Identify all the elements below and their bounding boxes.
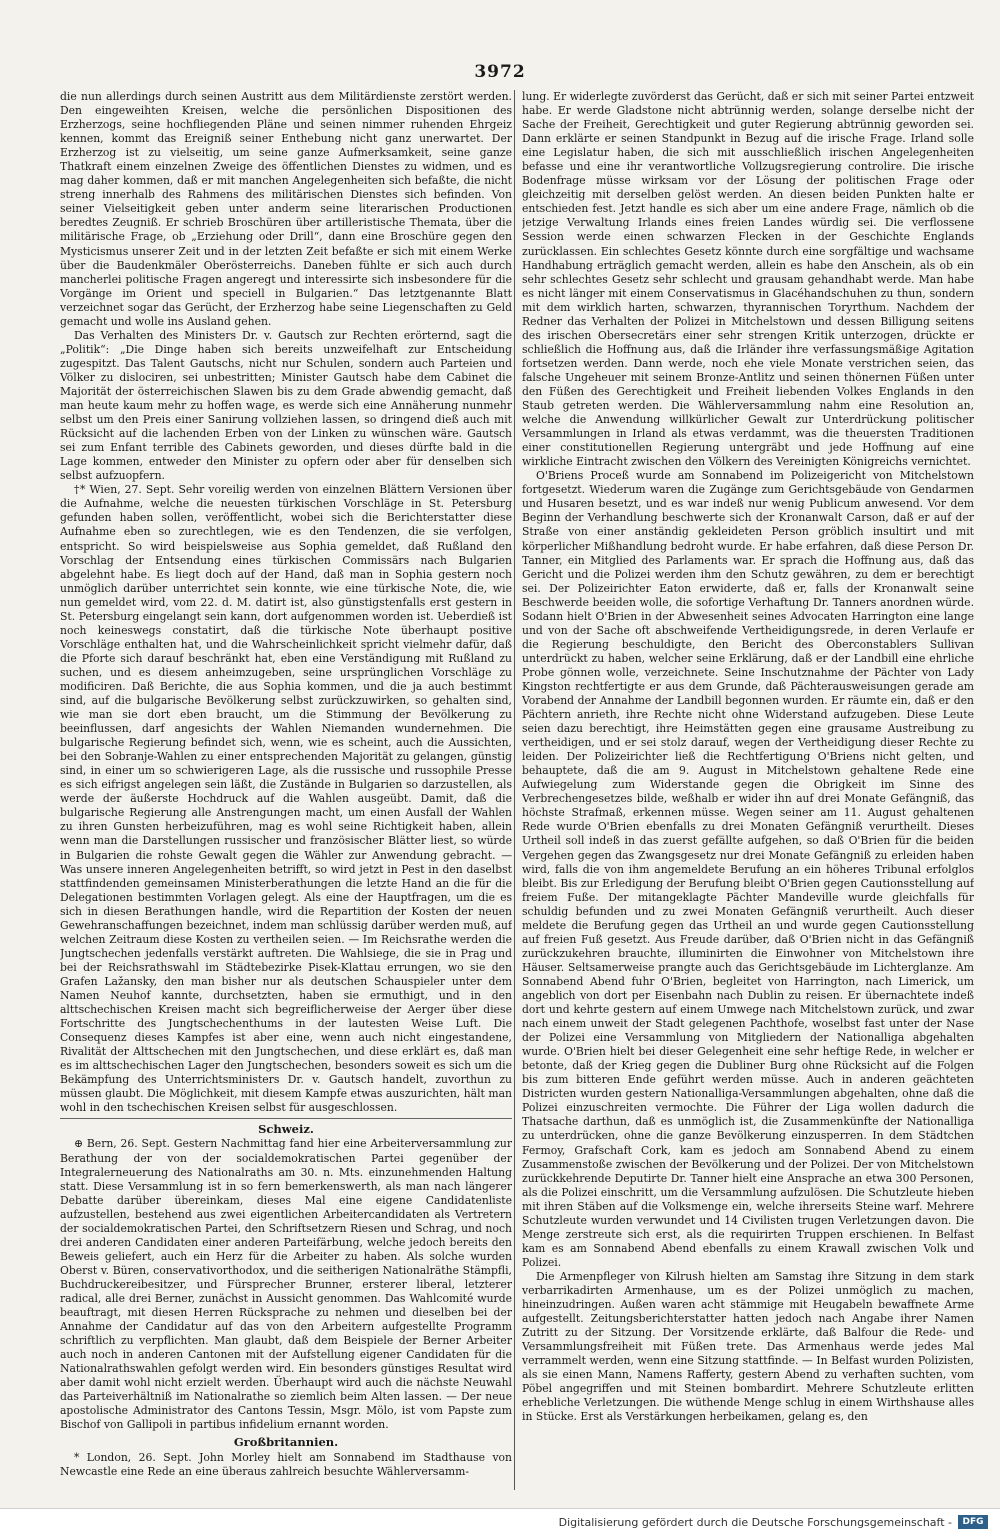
article-paragraph: die nun allerdings durch seinen Austritt aus dem Militärdienste zerstört werden. Den eingeweihten Kreisen, welche die persönlichen Dispositionen des Erzherzogs, seine hochfliegenden Pläne und seinen nimmer ruhenden Ehrgeiz kennen, kommt das Ereigniß seiner Enthebung nicht ganz unerwartet. Der Erzherzog ist zu vielseitig, um seine ganze Aufmerksamkeit, seine ganze Thatkraft einem einzelnen Zweige des öffentlichen Dienstes zu widmen, und es mag daher kommen, daß er mit manchen Angelegenheiten sich befaßte, die nicht streng innerhalb des Rahmens des militärischen Dienstes sich befinden. Von seiner Vielseitigkeit geben unter anderm seine literarischen Productionen beredtes Zeugniß. Er schrieb Broschüren über artilleristische Themata, über die militärische Frage, ob „Erziehung oder Drill“, dann eine Broschüre gegen den Mysticismus unserer Zeit und in der letzten Zeit befaßte er sich mit einem Werke über die Baudenkmäler Oberösterreichs. Daneben fühlte er sich auch durch mancherlei politische Fragen angeregt und interessirte sich insbesondere für die Vorgänge im Orient und speciell in Bulgarien.“ Das letztgenannte Blatt verzeichnet sogar das Gerücht, der Erzherzog habe seine Liegenschaften zu Geld gemacht und wolle ins Ausland gehen. [60,90,512,328]
left-column [60,90,512,1495]
footer-credit: Digitalisierung gefördert durch die Deutsche Forschungsgemeinschaft - [558,1516,952,1529]
page-number: 3972 [474,62,526,82]
article-paragraph: ⊕ Bern, 26. Sept. Gestern Nachmittag fand hier eine Arbeiterversammlung zur Berathung der von der socialdemokratischen Partei gegenüber der Integralerneuerung des Nationalraths am 30. n. Mts. einzunehmenden Haltung statt. Diese Versammlung ist in so fern bemerkenswerth, als man nach längerer Debatte darüber übereinkam, dieses Mal eine eigene Candidatenliste aufzustellen, bestehend aus zwei eigentlichen Arbeitercandidaten als Vertretern der socialdemokratischen Partei, den Schriftsetzern Riesen und Schrag, und noch drei anderen Candidaten einer anderen Parteifärbung, welche jedoch bereits den Beweis geliefert, auch ein Herz für die Arbeiter zu haben. Als solche wurden Oberst v. Büren, conservativorthodox, und die seitherigen Nationalräthe Stämpfli, Buchdruckereibesitzer, und Fürsprecher Brunner, ersterer liberal, letzterer radical, alle drei Berner, zunächst in Aussicht genommen. Das Wahlcomité wurde beauftragt, mit diesen Herren Rücksprache zu nehmen und dieselben bei der Annahme der Candidatur auf das von den Arbeitern aufgestellte Programm schriftlich zu verpflichten. Man glaubt, daß dem Beispiele der Berner Arbeiter auch noch in anderen Cantonen mit der Aufstellung eigener Candidaten für die Nationalrathswahlen gefolgt werden wird. Ein besonders günstiges Resultat wird aber damit wohl nicht erzielt werden. Überhaupt wird auch die nächste Neuwahl das Parteiverhältniß im Nationalrathe so ziemlich beim Alten lassen. — Der neue apostolische Administrator des Cantons Tessin, Msgr. Mölo, ist vom Papste zum Bischof von Gallipoli in partibus infidelium ernannt worden. [60,1137,512,1432]
article-paragraph: lung. Er widerlegte zuvörderst das Gerücht, daß er sich mit seiner Partei entzweit habe. Er werde Gladstone nicht abtrünnig werden, solange derselbe nicht der Sache der Freiheit, Gerechtigkeit und guter Regierung abtrünnig geworden sei. Dann erklärte er seinen Standpunkt in Bezug auf die irische Frage. Irland solle eine Legislatur haben, die sich mit ausschließlich irischen Angelegenheiten befasse und eine ihr verantwortliche Vollzugsregierung controlire. Die irische Bodenfrage müsse wirksam vor der Lösung der politischen Frage oder gleichzeitig mit derselben gelöst werden. An diesen beiden Punkten halte er entschieden fest. Jetzt handle es sich aber um eine andere Frage, nämlich ob die jetzige Verwaltung Irlands eines freien Landes würdig sei. Die verflossene Session werde einen schwarzen Flecken in der Geschichte Englands zurücklassen. Ein schlechtes Gesetz könnte durch eine sorgfältige und wachsame Handhabung erträglich gemacht werden, allein es habe den Anschein, als ob ein sehr schlechtes Gesetz sehr schlecht und grausam gehandhabt werde. Man habe es nicht länger mit einem Conservatismus in Glacéhandschuhen zu thun, sondern mit dem wirklich harten, schwarzen, thyrannischen Toryrthum. Nachdem der Redner das Verhalten der Polizei in Mitchelstown und dessen Billigung seitens des irischen Obersecretärs einer sehr strengen Kritik unterzogen, drückte er schließlich die Hoffnung aus, daß die Irländer ihre verfassungsmäßige Agitation fortsetzen werden. Dann werde, noch ehe viele Monate verstrichen seien, das falsche Ungeheuer mit seinem Bronze-Antlitz und seinen thönernen Füßen unter den Füßen des Gerechtigkeit und Freiheit liebenden Volkes Englands in den Staub getreten werden. Die Wählerversammlung nahm eine Resolution an, welche die Anwendung willkürlicher Gewalt zur Unterdrückung politischer Versammlungen in Irland als etwas verdammt, was die theuersten Traditionen einer constitutionellen Regierung untergräbt und jede Hoffnung auf eine wirkliche Eintracht zwischen den Völkern des Vereinigten Königreichs vernichtet. [522,90,974,469]
column-divider [514,90,515,1490]
dfg-logo-icon: DFG [958,1515,988,1529]
article-paragraph: †* Wien, 27. Sept. Sehr voreilig werden von einzelnen Blättern Versionen über die Aufnahme, welche die neuesten türkischen Vorschläge in St. Petersburg gefunden haben sollen, veröffentlicht, wobei sich die Berichterstatter diese Aufnahme eben so zurechtlegen, wie es den Tendenzen, die sie verfolgen, entspricht. So wird beispielsweise aus Sophia gemeldet, daß Rußland den Vorschlag der Entsendung eines türkischen Commissärs nach Bulgarien abgelehnt habe. Es liegt doch auf der Hand, daß man in Sophia gestern noch unmöglich darüber unterrichtet sein konnte, wie eine türkische Note, die, wie nun gemeldet wird, vom 22. d. M. datirt ist, also günstigstenfalls erst gestern in St. Petersburg eingelangt sein kann, dort aufgenommen worden ist. Ueberdieß ist noch keineswegs constatirt, daß die türkische Note überhaupt positive Vorschläge enthalten hat, und die Wahrscheinlichkeit spricht vielmehr dafür, daß die Pforte sich darauf beschränkt hat, eben eine Verständigung mit Rußland zu suchen, und es diesem anheimzugeben, seine ursprünglichen Vorschläge zu modificiren. Daß Berichte, die aus Sophia kommen, und die ja auch bestimmt sind, auf die bulgarische Bevölkerung selbst zurückzuwirken, so gehalten sind, wie man sie dort eben braucht, um die Stimmung der Bevölkerung zu beeinflussen, darf angesichts der Wahlen Niemanden wundernehmen. Die bulgarische Regierung befindet sich, wenn, wie es scheint, auch die Aussichten, bei den Sobranje-Wahlen zu einer entsprechenden Majorität zu gelangen, günstig sind, in einer um so schwierigeren Lage, als die russische und russophile Presse es sich eifrigst angelegen sein läßt, die Zustände in Bulgarien so darzustellen, als werde der äußerste Hochdruck auf die Wahlen ausgeübt. Damit, daß die bulgarische Regierung alle Anstrengungen macht, um einen Ausfall der Wahlen zu ihren Gunsten herbeizuführen, mag es wohl seine Richtigkeit haben, allein wenn man die Darstellungen russischer und französischer Blätter liest, so würde in Bulgarien die rohste Gewalt gegen die Wähler zur Anwendung gebracht. — Was unsere inneren Angelegenheiten betrifft, so wird jetzt in Pest in den daselbst stattfindenden gemeinsamen Ministerberathungen die letzte Hand an die für die Delegationen bestimmten Vorlagen gelegt. Als eine der Hauptfragen, um die es sich in diesen Berathungen handle, wird die Repartition der Kosten der neuen Gewehranschaffungen bezeichnet, indem man schlüssig darüber werden muß, auf welchen Zeitraum diese Kosten zu vertheilen seien. — Im Reichsrathe werden die Jungtschechen jedenfalls verstärkt auftreten. Die Wahlsiege, die sie in Prag und bei der Reichsrathswahl im Städtebezirke Pisek-Klattau errungen, wo sie den Grafen Lažansky, den man bisher nur als deutschen Schauspieler unter dem Namen Neuhof kannte, durchsetzten, haben sie ermuthigt, und in den alttschechischen Kreisen macht sich begreiflicherweise der Aerger über diese Fortschritte des Jungtschechenthums in der lautesten Weise Luft. Die Consequenz dieses Kampfes ist aber eine, wenn auch nicht eingestandene, Rivalität der Alttschechen mit den Jungtschechen, und diese erklärt es, daß man es im alttschechischen Lager den Jungtschechen, besonders soweit es sich um die Bekämpfung des Unterrichtsministers Dr. v. Gautsch handelt, zuvorthun zu müssen glaubt. Die Möglichkeit, mit diesem Kampfe etwas auszurichten, hält man wohl in den tschechischen Kreisen selbst für ausgeschlossen. [60,483,512,1115]
article-paragraph: Das Verhalten des Ministers Dr. v. Gautsch zur Rechten erörternd, sagt die „Politik“: „Die Dinge haben sich bereits unzweifelhaft zur Entscheidung zugespitzt. Das Talent Gautschs, nicht nur Schulen, sondern auch Parteien und Völker zu dislociren, sei unbestritten; Minister Gautsch habe dem Cabinet die Majorität der österreichischen Slawen bis zu dem Grade abwendig gemacht, daß man heute kaum mehr zu hoffen wage, es werde sich eine Annäherung nunmehr selbst um den Preis einer Sanirung vollziehen lassen, so dringend dieß auch mit Rücksicht auf die lachenden Erben von der Linken zu wünschen wäre. Gautsch sei zum Enfant terrible des Cabinets geworden, und dieses dürfte bald in die Lage kommen, entweder den Minister zu opfern oder aber für denselben sich selbst aufzuopfern. [60,328,512,483]
article-paragraph: * London, 26. Sept. John Morley hielt am Sonnabend im Stadthause von Newcastle eine Rede an eine überaus zahlreich besuchte Wählerversamm- [60,1450,512,1478]
section-heading-britain: Großbritannien. [233,1435,339,1450]
digitization-footer [0,1508,1000,1536]
right-column [522,90,974,1485]
article-paragraph: Die Armenpfleger von Kilrush hielten am Samstag ihre Sitzung in dem stark verbarrikadirten Armenhause, um es der Polizei unmöglich zu machen, hineinzudringen. Außen waren acht stämmige mit Heugabeln bewaffnete Arme aufgestellt. Zeitungsberichterstatter hatten jedoch nach Angabe ihrer Namen Zutritt zu der Sitzung. Der Vorsitzende erklärte, daß Balfour die Rede- und Versammlungsfreiheit mit Füßen trete. Das Armenhaus werde jedes Mal verrammelt werden, wenn eine Sitzung stattfinde. — In Belfast wurden Polizisten, als sie einen Mann, Namens Rafferty, gestern Abend zu verhaften suchten, vom Pöbel angegriffen und mit Steinen bombardirt. Mehrere Schutzleute erlitten erhebliche Verletzungen. Die wüthende Menge schlug in einem Wirthshause alles in Stücke. Erst als Verstärkungen herbeikamen, gelang es, den [522,1269,974,1424]
article-paragraph: O'Briens Proceß wurde am Sonnabend im Polizeigericht von Mitchelstown fortgesetzt. Wiederum waren die Zugänge zum Gerichtsgebäude von Gendarmen und Husaren besetzt, und es war indeß nur wenig Publicum anwesend. Vor dem Beginn der Verhandlung beschwerte sich der Kronanwalt Carson, daß er auf der Straße von einer anständig gekleideten Person gröblich insultirt und mit körperlicher Mißhandlung bedroht wurde. Er habe erfahren, daß diese Person Dr. Tanner, ein Mitglied des Parlaments war. Er sprach die Hoffnung aus, daß das Gericht und die Polizei werden ihm den Schutz gewähren, zu dem er berechtigt sei. Der Polizeirichter Eaton erwiderte, daß er, falls der Kronanwalt seine Beschwerde beeiden wolle, die sofortige Verhaftung Dr. Tanners anordnen würde. Sodann hielt O'Brien in der Abwesenheit seines Advocaten Harrington eine lange und von der Sache oft abschweifende Vertheidigungsrede, in deren Verlaufe er die Regierung beschuldigte, den Bericht des Oberconstablers Sullivan unterdrückt zu haben, welcher seine Erklärung, daß er der Landbill eine ehrliche Probe gönnen wolle, verzeichnete. Seine Inschutznahme der Pächter von Lady Kingston rechtfertigte er aus dem Grunde, daß Pächterausweisungen gerade am Vorabend der Annahme der Landbill begonnen wurden. Er räumte ein, daß er den Pächtern anrieth, ihre Rechte nicht ohne Widerstand aufzugeben. Diese Leute seien dazu berechtigt, ihre Heimstätten gegen eine grausame Austreibung zu vertheidigen, und er sei stolz darauf, wegen der Vertheidigung dieser Rechte zu leiden. Der Polizeirichter ließ die Rechtfertigung O'Briens nicht gelten, und behauptete, daß die am 9. August in Mitchelstown gehaltene Rede eine Aufwiegelung zum Widerstande gegen die Obrigkeit im Sinne des Verbrechengesetzes bilde, weßhalb er wider ihn auf drei Monate Gefängniß, das höchste Strafmaß, erkennen müsse. Wegen seiner am 11. August gehaltenen Rede wurde O'Brien ebenfalls zu drei Monaten Gefängniß verurtheilt. Dieses Urtheil soll indeß in das zuerst gefällte aufgehen, so daß O'Brien für die beiden Vergehen gegen das Zwangsgesetz nur drei Monate Gefängniß zu erleiden haben wird, falls die von ihm angemeldete Berufung an ein höheres Tribunal erfolglos bleibt. Bis zur Erledigung der Berufung bleibt O'Brien gegen Cautionsstellung auf freiem Fuße. Der mitangeklagte Pächter Mandeville wurde gleichfalls für schuldig befunden und zu zwei Monaten Gefängniß verurtheilt. Auch dieser meldete die Berufung gegen das Urtheil an und wurde gegen Cautionsstellung auf freien Fuß gesetzt. Aus Freude darüber, daß O'Brien nicht in das Gefängniß zurückzukehren brauchte, illuminirten die Einwohner von Mitchelstown ihre Häuser. Seltsamerweise prangte auch das Gerichtsgebäude im Lichterglanze. Am Sonnabend Abend fuhr O'Brien, begleitet von Harrington, nach Limerick, um angeblich von dort per Eisenbahn nach Dublin zu reisen. Er übernachtete indeß dort und kehrte gestern auf einem Umwege nach Mitchelstown zurück, und zwar nach einem unweit der Stadt gelegenen Pachthofe, woselbst fast unter der Nase der Polizei eine Versammlung von Mitgliedern der Nationalliga abgehalten wurde. O'Brien hielt bei dieser Gelegenheit eine sehr heftige Rede, in welcher er betonte, daß der Krieg gegen die Dubliner Burg ohne Rücksicht auf die Folgen bis zum bitteren Ende geführt werden müsse. Auch in anderen geächteten Districten wurden gestern Nationalliga-Versammlungen abgehalten, ohne daß die Polizei einzuschreiten vermochte. Die Führer der Liga wollen dadurch die Thatsache darthun, daß es unmöglich ist, die Zusammenkünfte der Nationalliga zu unterdrücken, ohne die ganze Bevölkerung einzusperren. In dem Städtchen Fermoy, Grafschaft Cork, kam es jedoch am Sonnabend Abend zu einem Zusammenstoße zwischen der Bevölkerung und der Polizei. Der von Mitchelstown zurückkehrende Deputirte Dr. Tanner hielt eine Ansprache an etwa 300 Personen, als die Polizei einschritt, um die Versammlung aufzulösen. Die Schutzleute hieben mit ihren Stäben auf die Volksmenge ein, welche ihrerseits Steine warf. Mehrere Schutzleute wurden verwundet und 14 Civilisten trugen Verletzungen davon. Die Menge zerstreute sich erst, als die requirirten Truppen erschienen. In Belfast kam es am Sonnabend Abend ebenfalls zu einem Krawall zwischen Volk und Polizei. [522,469,974,1269]
section-heading-switzerland: Schweiz. [258,1122,314,1137]
section-divider [60,1118,512,1119]
